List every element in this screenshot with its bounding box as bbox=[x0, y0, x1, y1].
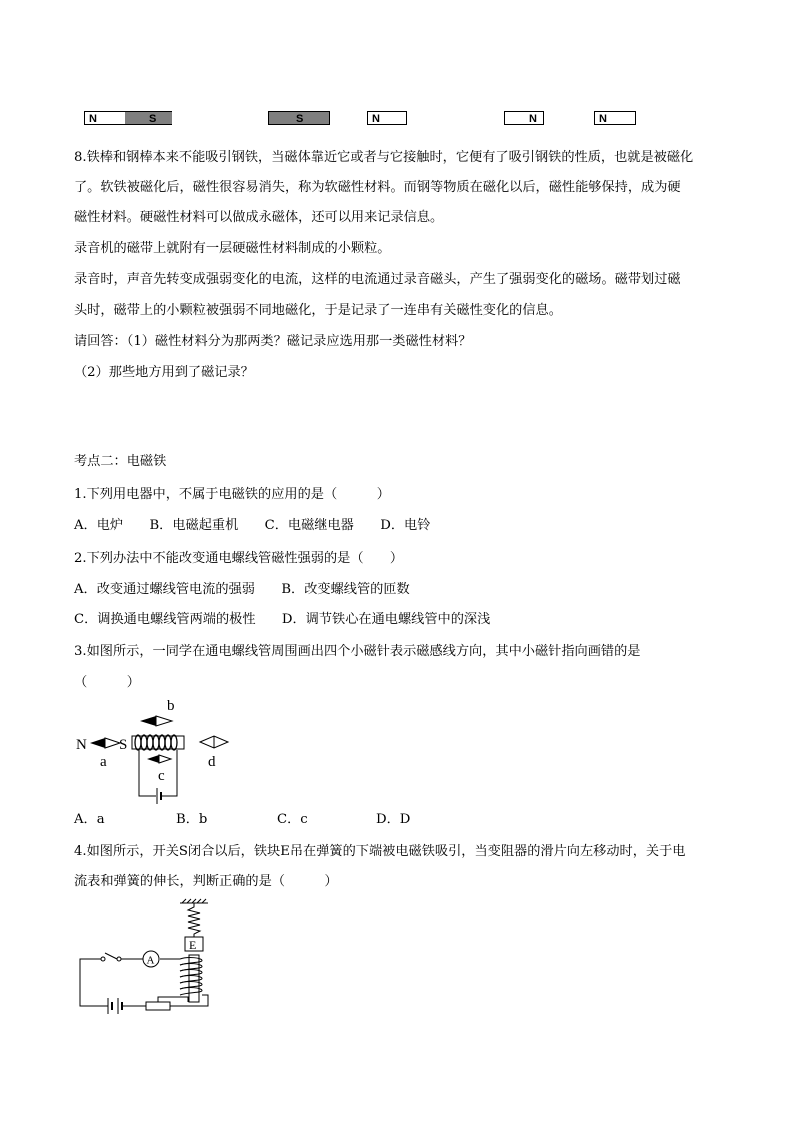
magnet-n-label: N bbox=[372, 113, 380, 125]
rheostat-icon bbox=[146, 1002, 170, 1010]
q2-options: C．调换通电螺线管两端的极性 D．调节铁心在通电螺线管中的深浅 bbox=[74, 612, 491, 627]
magnet-s-label: S bbox=[149, 113, 157, 125]
needle-a-icon bbox=[90, 738, 105, 748]
needle-b-icon bbox=[140, 716, 156, 726]
battery-icon bbox=[108, 998, 122, 1014]
ceiling-mount bbox=[180, 899, 208, 903]
q3-option-b: B．b bbox=[176, 812, 208, 827]
q4-stem: 4.如图所示，开关S闭合以后，铁块E吊在弹簧的下端被电磁铁吸引，当变阻器的滑片向左移动时，关于电 bbox=[74, 844, 686, 859]
q8-question: （2）那些地方用到了磁记录？ bbox=[74, 365, 254, 380]
magnet-bar-n bbox=[504, 111, 544, 125]
q8-line: 录音时，声音先转变成强弱变化的电流，这样的电流通过录音磁头，产生了强弱变化的磁场。磁带划过磁 bbox=[74, 272, 681, 287]
circuit-wire bbox=[80, 959, 108, 1006]
label-b: b bbox=[167, 698, 175, 714]
q8-line: 录音机的磁带上就附有一层硬磁性材料制成的小颗粒。 bbox=[74, 241, 391, 256]
label-d: d bbox=[208, 754, 216, 770]
magnet-n-label: N bbox=[529, 113, 537, 125]
q3-option-a: A．a bbox=[74, 812, 105, 827]
magnet-n-label: N bbox=[599, 113, 607, 125]
q8-line: 了。软铁被磁化后，磁性很容易消失，称为软磁性材料。而钢等物质在磁化以后，磁性能够保持，成为硬 bbox=[74, 180, 681, 195]
rheostat-slider bbox=[158, 997, 188, 1002]
iron-block-label: E bbox=[189, 938, 197, 952]
magnet-n-label: N bbox=[89, 113, 97, 125]
q1-options: A．电炉 B．电磁起重机 C．电磁继电器 D．电铃 bbox=[74, 518, 431, 533]
switch-icon bbox=[105, 953, 117, 959]
electromagnet-circuit-figure bbox=[76, 896, 216, 1014]
q8-line: 磁性材料。硬磁性材料可以做成永磁体，还可以用来记录信息。 bbox=[74, 210, 444, 225]
q4-stem: 流表和弹簧的伸长，判断正确的是（ ） bbox=[74, 874, 338, 889]
q8-line: 头时，磁带上的小颗粒被强弱不同地磁化，于是记录了一连串有关磁性变化的信息。 bbox=[74, 303, 562, 318]
q3-stem: 3.如图所示，一同学在通电螺线管周围画出四个小磁针表示磁感线方向，其中小磁针指向画错的是 bbox=[74, 644, 641, 659]
solenoid-compass-figure bbox=[72, 696, 242, 808]
label-a: a bbox=[100, 754, 107, 770]
switch-contact bbox=[101, 957, 105, 961]
ammeter-label: A bbox=[146, 954, 155, 967]
section-heading: 考点二：电磁铁 bbox=[74, 454, 167, 469]
q2-stem: 2.下列办法中不能改变通电螺线管磁性强弱的是（ ） bbox=[74, 551, 404, 566]
q1-stem: 1.下列用电器中，不属于电磁铁的应用的是（ ） bbox=[74, 487, 390, 502]
solenoid-s-label: S bbox=[119, 737, 128, 753]
spring-icon bbox=[188, 903, 200, 937]
q3-option-d: D．D bbox=[376, 812, 411, 827]
magnet-bar-n bbox=[367, 111, 407, 125]
q2-options: A．改变通过螺线管电流的强弱 B．改变螺线管的匝数 bbox=[74, 582, 410, 597]
switch-contact bbox=[117, 957, 121, 961]
magnet-s-label: S bbox=[296, 113, 304, 125]
magnet-bar-s bbox=[268, 111, 330, 125]
label-c: c bbox=[158, 768, 165, 784]
q3-option-c: C．c bbox=[277, 812, 308, 827]
q8-line: 8.铁棒和钢棒本来不能吸引钢铁，当磁体靠近它或者与它接触时，它便有了吸引钢铁的性质，也就是被磁化 bbox=[74, 150, 694, 165]
needle-c-icon bbox=[147, 755, 159, 763]
solenoid-n-label: N bbox=[76, 737, 87, 753]
q3-stem: （ ） bbox=[74, 675, 140, 690]
magnet-bar-n bbox=[594, 111, 636, 125]
q8-question: 请回答：（1）磁性材料分为那两类？磁记录应选用那一类磁性材料？ bbox=[74, 334, 472, 349]
magnet-bar-ns bbox=[84, 111, 172, 125]
